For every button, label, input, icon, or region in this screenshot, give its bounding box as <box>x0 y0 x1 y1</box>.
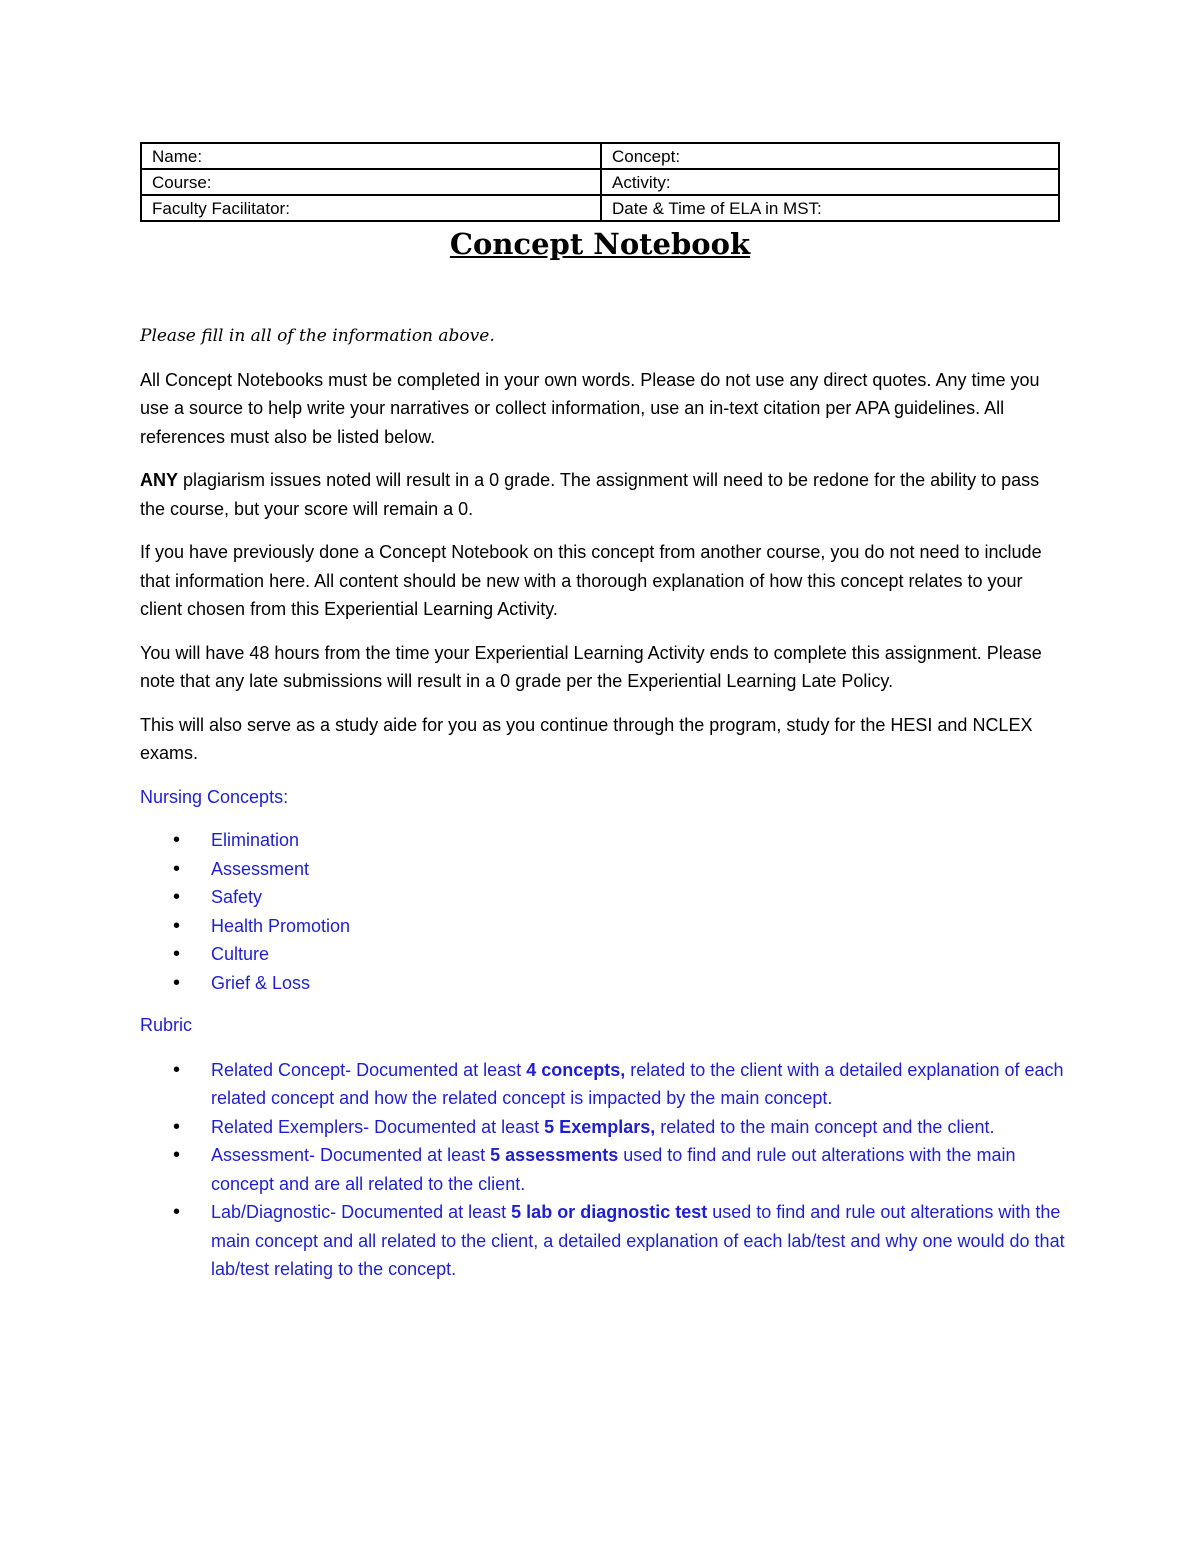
bullet-icon: • <box>173 1144 181 1166</box>
intro-instruction: Please fill in all of the information above. <box>140 326 495 346</box>
bullet-icon: • <box>173 857 181 880</box>
list-item <box>140 969 1065 998</box>
bullet-icon: • <box>173 829 181 851</box>
rubric-item-text: Related Exemplers- Documented at least <box>211 1116 545 1137</box>
paragraph-previous-notebook: If you have previously done a Concept Notebook on this concept from another course, you do not need to include that information here. All content should be new with a thorough explanation of how this concept relates to your client chosen from this Experiential Learning Activity. <box>140 542 1042 619</box>
bullet-icon: • <box>173 1201 181 1223</box>
page-title: Concept Notebook <box>449 227 751 261</box>
nursing-concepts-list <box>140 826 1065 997</box>
faculty-facilitator-cell: Faculty Facilitator: <box>141 195 601 221</box>
list-item <box>140 855 1065 884</box>
nursing-concepts-heading: Nursing Concepts: <box>140 786 289 807</box>
paragraph-study-aide: This will also serve as a study aide for you as you continue through the program, study for the HESI and NCLEX exams. <box>140 714 1033 763</box>
list-item-label: Culture <box>211 944 270 964</box>
list-item-label: Elimination <box>211 830 300 850</box>
rubric-item <box>140 1198 1065 1284</box>
rubric-item-text: Related Concept- Documented at least <box>211 1059 527 1080</box>
rubric-item-emphasis: 4 concepts, <box>526 1059 626 1080</box>
rubric-heading: Rubric <box>140 1015 193 1035</box>
paragraph-plagiarism-text: plagiarism issues noted will result in a 0 grade. The assignment will need to be redone for the ability to pass the course, but your score will remain a 0. <box>140 470 1040 519</box>
paragraph-own-words: All Concept Notebooks must be completed in your own words. Please do not use any direct quotes. Any time you use a source to help write your narratives or collect information, use an in-text citation per APA guidelines. All references must also be listed below. <box>140 369 1040 447</box>
rubric-list <box>140 1056 1065 1284</box>
list-item <box>140 940 1065 969</box>
emphasis-any: ANY <box>140 470 179 490</box>
list-item <box>140 883 1065 912</box>
list-item-label: Health Promotion <box>211 915 351 936</box>
table-row <box>141 195 1059 221</box>
name-cell: Name: <box>141 143 601 169</box>
list-item-label: Safety <box>211 887 263 907</box>
bullet-icon: • <box>173 886 181 908</box>
rubric-item-text: used to find and rule out alterations with the main concept and all related to the client, a detailed explanation of each lab/test and why one would do that lab/test relating to the concept. <box>211 1202 1065 1279</box>
activity-cell: Activity: <box>601 169 1059 195</box>
document-body <box>140 322 1065 1298</box>
rubric-item-emphasis: 5 lab or diagnostic test <box>511 1202 708 1222</box>
rubric-item-text: used to find and rule out alterations with the main concept and are all related to the client. <box>211 1145 1016 1194</box>
rubric-item-emphasis: 5 Exemplars, <box>544 1116 656 1137</box>
bullet-icon: • <box>173 971 181 994</box>
bullet-icon: • <box>173 943 181 965</box>
bullet-icon: • <box>173 1058 181 1081</box>
bullet-icon: • <box>173 914 181 937</box>
rubric-item-emphasis: 5 assessments <box>490 1145 619 1165</box>
rubric-item-text: Lab/Diagnostic- Documented at least <box>211 1202 512 1222</box>
list-item <box>140 912 1065 941</box>
rubric-item-text: Assessment- Documented at least <box>211 1145 491 1165</box>
paragraph-plagiarism <box>140 466 1065 523</box>
rubric-item <box>140 1113 1065 1142</box>
list-item-label: Grief & Loss <box>211 972 311 993</box>
rubric-item-text: related to the client with a detailed explanation of each related concept and how the related concept is impacted by the main concept. <box>211 1059 1064 1108</box>
bullet-icon: • <box>173 1115 181 1138</box>
paragraph-deadline: You will have 48 hours from the time your Experiential Learning Activity ends to complete this assignment. Please note that any late submissions will result in a 0 grade per the Experiential Learning Late Policy. <box>140 642 1042 691</box>
rubric-item <box>140 1056 1065 1113</box>
table-row <box>141 169 1059 195</box>
concept-cell: Concept: <box>601 143 1059 169</box>
rubric-item-text: related to the main concept and the client. <box>655 1116 995 1137</box>
table-row <box>141 143 1059 169</box>
list-item-label: Assessment <box>211 858 310 879</box>
student-info-table <box>140 142 1060 222</box>
rubric-item <box>140 1141 1065 1198</box>
date-time-cell: Date & Time of ELA in MST: <box>601 195 1059 221</box>
course-cell: Course: <box>141 169 601 195</box>
list-item <box>140 826 1065 855</box>
